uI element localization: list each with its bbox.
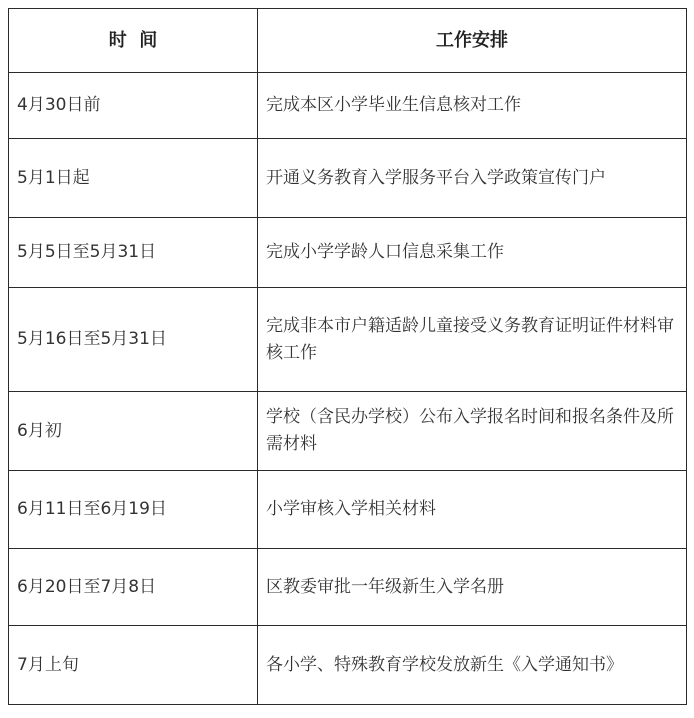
task-cell: 小学审核入学相关材料 [258,471,687,549]
task-cell: 开通义务教育入学服务平台入学政策宣传门户 [258,139,687,218]
enrollment-schedule-table [8,8,687,705]
time-cell: 5月1日起 [9,139,258,218]
time-cell: 7月上旬 [9,626,258,705]
table-row [9,471,687,549]
header-time: 时 间 [9,9,258,73]
task-cell: 学校（含民办学校）公布入学报名时间和报名条件及所需材料 [258,392,687,471]
time-cell: 6月11日至6月19日 [9,471,258,549]
table-row [9,288,687,392]
task-cell: 完成本区小学毕业生信息核对工作 [258,73,687,139]
table-row [9,392,687,471]
table-row [9,73,687,139]
table-row [9,218,687,288]
table-row [9,549,687,626]
time-cell: 5月5日至5月31日 [9,218,258,288]
time-cell: 6月20日至7月8日 [9,549,258,626]
table-row [9,139,687,218]
task-cell: 完成小学学龄人口信息采集工作 [258,218,687,288]
table-row [9,626,687,705]
header-task: 工作安排 [258,9,687,73]
task-cell: 各小学、特殊教育学校发放新生《入学通知书》 [258,626,687,705]
time-cell: 6月初 [9,392,258,471]
task-cell: 完成非本市户籍适龄儿童接受义务教育证明证件材料审核工作 [258,288,687,392]
table-header-row [9,9,687,73]
time-cell: 5月16日至5月31日 [9,288,258,392]
time-cell: 4月30日前 [9,73,258,139]
task-cell: 区教委审批一年级新生入学名册 [258,549,687,626]
